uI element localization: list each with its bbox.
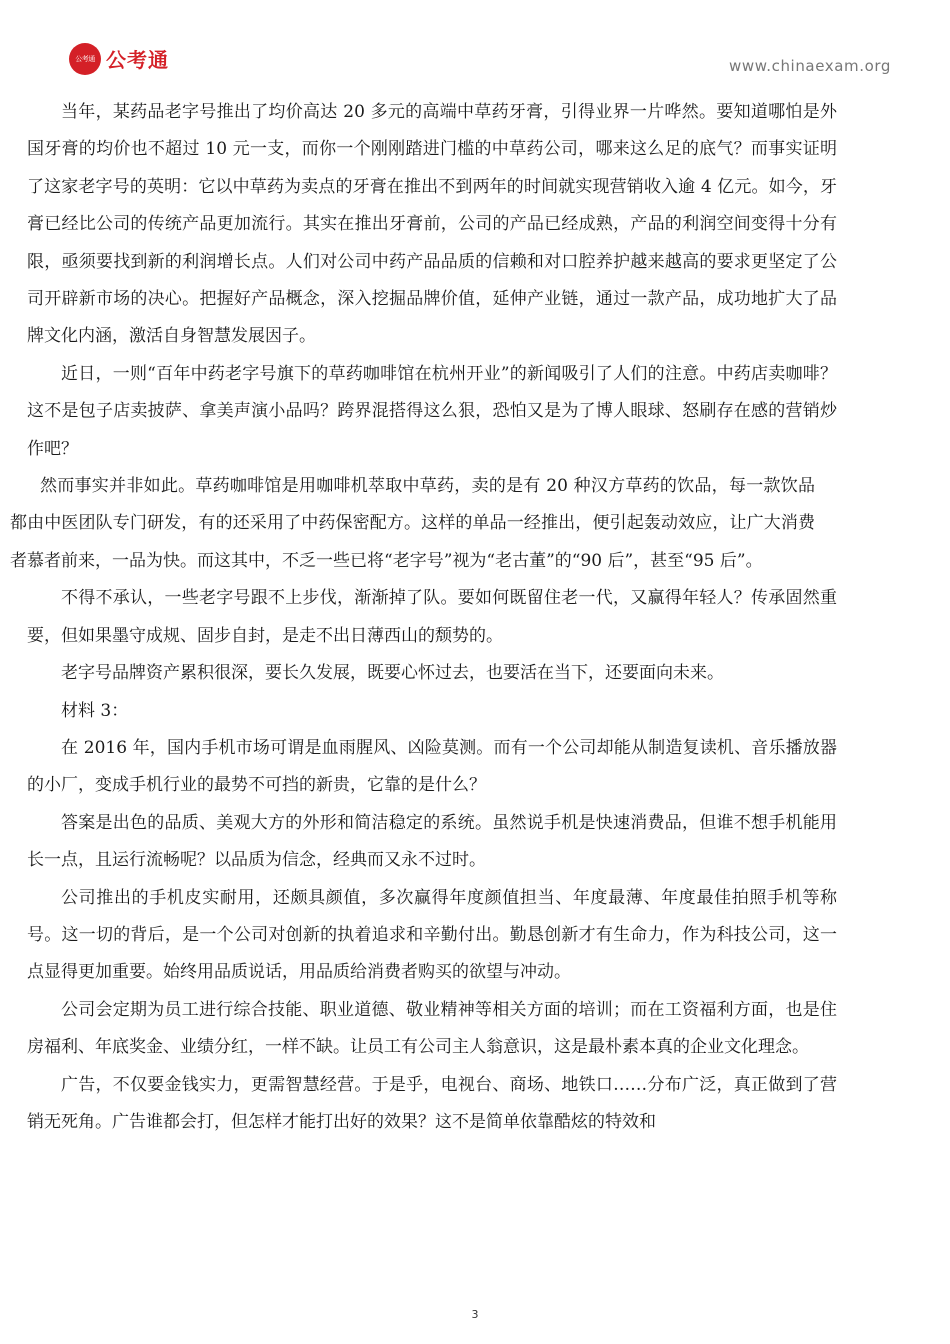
document-body <box>0 94 950 1141</box>
logo-text: 公考通 <box>106 48 169 72</box>
site-url: www.chinaexam.org <box>729 57 892 75</box>
paragraph: 当年，某药品老字号推出了均价高达 20 多元的高端中草药牙膏，引得业界一片哗然。要知道哪怕是外国牙膏的均价也不超过 10 元一支，而你一个刚刚踏进门槛的中草药公司，哪来这么足的底气？而事实证明了这家老字号的英明：它以中草药为卖点的牙膏在推出不到两年的时间就实现营销收入逾 4 亿元。如今，牙膏已经比公司的传统产品更加流行。其实在推出牙膏前，公司的产品已经成熟，产品的利润空间变得十分有限，亟须要找到新的利润增长点。人们对公司中药产品品质的信赖和对口腔养护越来越高的要求更坚定了公司开辟新市场的决心。把握好产品概念，深入挖掘品牌价值，延伸产业链，通过一款产品，成功地扩大了品牌文化内涵，激活自身智慧发展因子。 <box>27 102 837 347</box>
section-label: 材料 3： <box>61 700 129 721</box>
paragraph: 公司会定期为员工进行综合技能、职业道德、敬业精神等相关方面的培训；而在工资福利方面，也是住房福利、年底奖金、业绩分红，一样不缺。让员工有公司主人翁意识，这是最朴素本真的企业文化理念。 <box>27 999 837 1058</box>
paragraph: 在 2016 年，国内手机市场可谓是血雨腥风、凶险莫测。而有一个公司却能从制造复读机、音乐播放器的小厂，变成手机行业的最势不可挡的新贵，它靠的是什么？ <box>27 737 837 796</box>
paragraph: 公司推出的手机皮实耐用，还颇具颜值，多次赢得年度颜值担当、年度最薄、年度最佳拍照手机等称号。这一切的背后，是一个公司对创新的执着追求和辛勤付出。勤恳创新才有生命力，作为科技公司，这一点显得更加重要。始终用品质说话，用品质给消费者购买的欲望与冲动。 <box>27 887 837 983</box>
paragraph: 然而事实并非如此。草药咖啡馆是用咖啡机萃取中草药，卖的是有 20 种汉方草药的饮品，每一款饮品都由中医团队专门研发，有的还采用了中药保密配方。这样的单品一经推出，便引起轰动效应，让广大消费者慕者前来，一品为快。而这其中，不乏一些已将“老字号”视为“老古董”的“90 后”，甚至“95 后”。 <box>10 476 815 571</box>
paragraph: 不得不承认，一些老字号跟不上步伐，渐渐掉了队。要如何既留住老一代，又赢得年轻人？传承固然重要，但如果墨守成规、固步自封，是走不出日薄西山的颓势的。 <box>27 588 837 646</box>
paragraph: 近日，一则“百年中药老字号旗下的草药咖啡馆在杭州开业”的新闻吸引了人们的注意。中药店卖咖啡？这不是包子店卖披萨、拿美声演小品吗？跨界混搭得这么狠，恐怕又是为了博人眼球、怒刷存在感的营销炒作吧？ <box>27 363 837 459</box>
logo-badge: 公考通 <box>69 43 101 75</box>
paragraph: 广告，不仅要金钱实力，更需智慧经营。于是乎，电视台、商场、地铁口……分布广泛，真正做到了营销无死角。广告谁都会打，但怎样才能打出好的效果？这不是简单依靠酷炫的特效和 <box>27 1074 837 1132</box>
page-number: 3 <box>471 1308 479 1321</box>
paragraph: 答案是出色的品质、美观大方的外形和简洁稳定的系统。虽然说手机是快速消费品，但谁不想手机能用长一点，且运行流畅呢？以品质为信念，经典而又永不过时。 <box>27 812 837 871</box>
paragraph: 老字号品牌资产累积很深，要长久发展，既要心怀过去，也要活在当下，还要面向未来。 <box>61 663 724 684</box>
page-header <box>0 0 950 92</box>
